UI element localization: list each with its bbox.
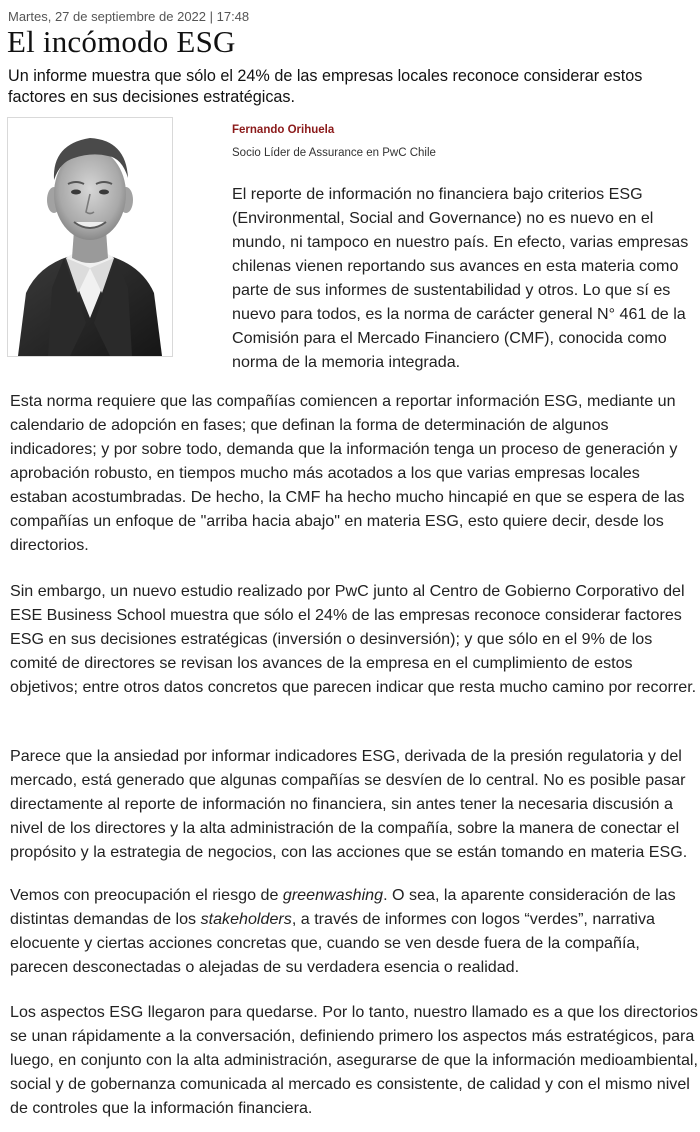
paragraph-6: Los aspectos ESG llegaron para quedarse. Por lo tanto, nuestro llamado es a que los directorios se unan rápidamente a la conversación, definiendo primero los aspectos más estratégicos, para luego, en conjunto con la alta administración, asegurarse de que la información medioambiental, social y de gobernanza comunicada al mercado es consistente, de calidad y con el mismo nivel de controles que la información financiera. [10, 1003, 698, 1117]
paragraph-4: Parece que la ansiedad por informar indicadores ESG, derivada de la presión regulatoria y del mercado, está generado que algunas compañías se desvíen de lo central. No es posible pasar directamente al reporte de información no financiera, sin antes tener la necesaria discusión a nivel de los directores y la alta administración de la compañía, sobre la manera de conectar el propósito y la estrategia de negocios, con las acciones que se están tomando en materia ESG. [10, 747, 688, 861]
author-portrait-icon [8, 118, 172, 356]
article-subtitle: Un informe muestra que sólo el 24% de las empresas locales reconoce considerar estos factores en sus decisiones estratégicas. [8, 67, 643, 106]
author-role: Socio Líder de Assurance en PwC Chile [232, 147, 436, 159]
paragraph-2: Esta norma requiere que las compañías comiencen a reportar información ESG, mediante un calendario de adopción en fases; que definan la forma de determinación de algunos indicadores; y por sobre todo, demanda que la información tenga un proceso de generación y aprobación robusto, en tiempos mucho más acotados a los que varias empresas locales estaban acostumbradas. De hecho, la CMF ha hecho mucho hincapié en que se espera de las compañías un enfoque de "arriba hacia abajo" en materia ESG, esto quiere decir, desde los directorios. [10, 392, 685, 554]
paragraph-1: El reporte de información no financiera bajo criterios ESG (Environmental, Social and Governance) no es nuevo en el mundo, ni tampoco en nuestro país. En efecto, varias empresas chilenas vienen reportando sus avances en esta materia como parte de sus informes de sustentabilidad y otros. Lo que sí es nuevo para todos, es la norma de carácter general N° 461 de la Comisión para el Mercado Financiero (CMF), conocida como norma de la memoria integrada. [232, 185, 689, 371]
stakeholders-term: stakeholders [200, 910, 292, 928]
paragraph-5 [10, 883, 698, 979]
paragraph-5-text: . O sea, la aparente consideración de las distintas demandas de los [10, 886, 676, 928]
paragraph-5-text: Vemos con preocupación el riesgo de [10, 886, 283, 904]
paragraph-3: Sin embargo, un nuevo estudio realizado por PwC junto al Centro de Gobierno Corporativo del ESE Business School muestra que sólo el 24% de las empresas reconoce considerar factores ESG en sus decisiones estratégicas (inversión o desinversión); y que sólo en el 9% de los comité de directores se revisan los avances de la empresa en el cumplimiento de estos objetivos; entre otros datos concretos que parecen indicar que resta mucho camino por recorrer. [10, 582, 697, 696]
article-dateline: Martes, 27 de septiembre de 2022 | 17:48 [8, 9, 250, 24]
article-title: El incómodo ESG [7, 24, 236, 59]
author-name[interactable]: Fernando Orihuela [232, 124, 335, 136]
greenwashing-term: greenwashing [282, 886, 384, 904]
paragraph-5-text: , a través de informes con logos “verdes”, narrativa elocuente y ciertas acciones concretas que, cuando se ven desde fuera de la compañía, parecen desconectadas o alejadas de su verdadera esencia o realidad. [10, 910, 655, 976]
author-photo [7, 117, 173, 357]
